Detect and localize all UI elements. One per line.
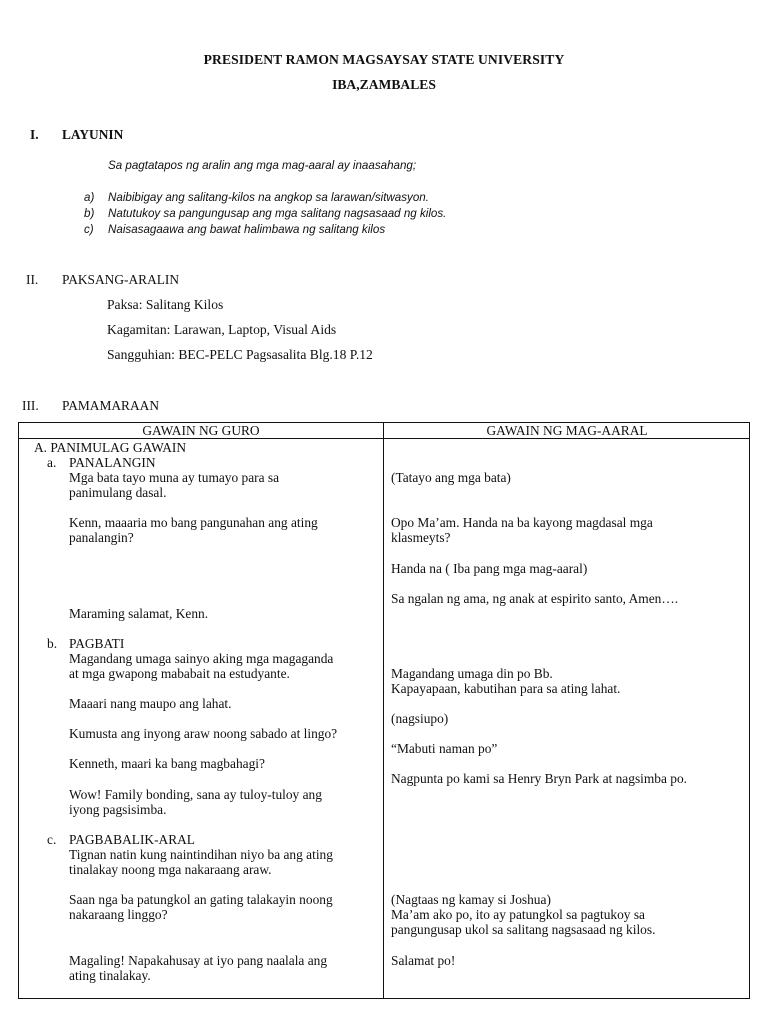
item-c-label: c.	[47, 832, 57, 847]
teacher-line: iyong pagsisimba.	[69, 802, 167, 817]
item-b-label: b.	[47, 636, 58, 651]
topic-kagamitan: Kagamitan: Larawan, Laptop, Visual Aids	[107, 322, 337, 337]
section-2-number: II.	[26, 272, 39, 287]
teacher-line: Magaling! Napakahusay at iyo pang naalala ang	[69, 953, 328, 968]
teacher-line: at mga gwapong mababait na estudyante.	[69, 666, 290, 681]
student-line: (Tatayo ang mga bata)	[391, 470, 511, 485]
university-location: IBA,ZAMBALES	[332, 77, 436, 92]
topic-sanggunian: Sangguhian: BEC-PELC Pagsasalita Blg.18 P.12	[107, 347, 373, 362]
student-line: klasmeyts?	[391, 530, 451, 545]
teacher-line: nakaraang linggo?	[69, 907, 168, 922]
section-1-title: LAYUNIN	[62, 127, 124, 142]
header-divider	[19, 438, 749, 439]
student-line: Kapayapaan, kabutihan para sa ating lahat.	[391, 681, 621, 696]
teacher-line: Magandang umaga sainyo aking mga magaganda	[69, 651, 334, 666]
teacher-line: Saan nga ba patungkol an gating talakayin noong	[69, 892, 333, 907]
teacher-line: Kumusta ang inyong araw noong sabado at lingo?	[69, 726, 338, 741]
column-divider	[383, 423, 384, 998]
item-a-title: PANALANGIN	[69, 455, 156, 470]
teacher-line: Mga bata tayo muna ay tumayo para sa	[69, 470, 280, 485]
item-a-label: a.	[47, 455, 57, 470]
student-line: (Nagtaas ng kamay si Joshua)	[391, 892, 551, 907]
item-c-title: PAGBABALIK-ARAL	[69, 832, 195, 847]
student-line: Salamat po!	[391, 953, 456, 968]
objective-marker: c)	[84, 223, 94, 236]
objective-marker: a)	[84, 191, 95, 204]
student-line: pangungusap ukol sa salitang nagsasaad ng kilos.	[391, 922, 656, 937]
topic-paksa: Paksa: Salitang Kilos	[107, 297, 224, 312]
objective-text: Naisasagaawa ang bawat halimbawa ng salitang kilos	[108, 223, 386, 236]
student-line: Magandang umaga din po Bb.	[391, 666, 553, 681]
teacher-line: Maraming salamat, Kenn.	[69, 606, 209, 621]
student-line: “Mabuti naman po”	[391, 741, 498, 756]
teacher-line: Wow! Family bonding, sana ay tuloy-tuloy ang	[69, 787, 322, 802]
teacher-line: Tignan natin kung naintindihan niyo ba ang ating	[69, 847, 333, 862]
objective-text: Naibibigay ang salitang-kilos na angkop sa larawan/sitwasyon.	[108, 191, 429, 204]
column-header-guro: GAWAIN NG GURO	[142, 423, 260, 438]
section-2-title: PAKSANG-ARALIN	[62, 272, 180, 287]
teacher-line: panimulang dasal.	[69, 485, 167, 500]
student-line: (nagsiupo)	[391, 711, 449, 726]
section-1-number: I.	[30, 127, 39, 142]
teacher-line: Kenneth, maari ka bang magbahagi?	[69, 756, 265, 771]
university-name: PRESIDENT RAMON MAGSAYSAY STATE UNIVERSITY	[203, 52, 565, 67]
teacher-line: panalangin?	[69, 530, 134, 545]
objective-text: Natutukoy sa pangungusap ang mga salitang nagsasaad ng kilos.	[108, 207, 447, 220]
part-a-heading: A. PANIMULAG GAWAIN	[34, 440, 187, 455]
item-b-title: PAGBATI	[69, 636, 125, 651]
column-header-mag-aaral: GAWAIN NG MAG-AARAL	[486, 423, 648, 438]
section-3-number: III.	[22, 398, 39, 413]
student-line: Handa na ( Iba pang mga mag-aaral)	[391, 561, 588, 576]
teacher-line: tinalakay noong mga nakaraang araw.	[69, 862, 272, 877]
student-line: Sa ngalan ng ama, ng anak at espirito santo, Amen….	[391, 591, 679, 606]
lesson-procedure-table	[18, 422, 750, 999]
student-line: Nagpunta po kami sa Henry Bryn Park at nagsimba po.	[391, 771, 688, 786]
teacher-line: ating tinalakay.	[69, 968, 151, 983]
student-line: Ma’am ako po, ito ay patungkol sa pagtukoy sa	[391, 907, 645, 922]
objective-marker: b)	[84, 207, 95, 220]
objectives-list	[84, 191, 504, 241]
teacher-line: Kenn, maaaria mo bang pangunahan ang ating	[69, 515, 318, 530]
teacher-line: Maaari nang maupo ang lahat.	[69, 696, 232, 711]
objectives-intro: Sa pagtatapos ng aralin ang mga mag-aaral ay inaasahang;	[108, 159, 417, 172]
student-line: Opo Ma’am. Handa na ba kayong magdasal mga	[391, 515, 653, 530]
section-3-title: PAMAMARAAN	[62, 398, 159, 413]
